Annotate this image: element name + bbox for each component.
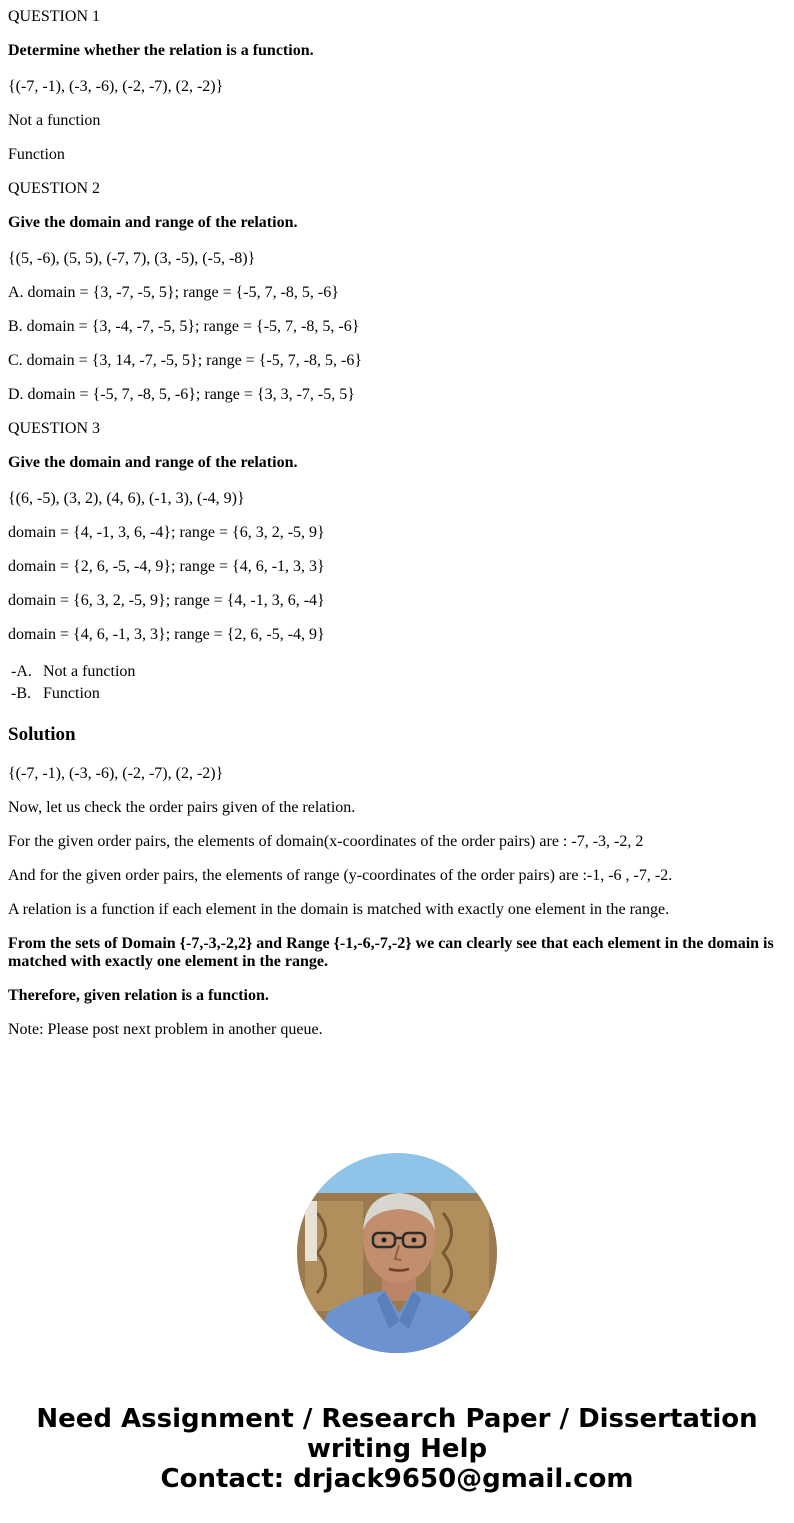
solution-conclusion: Therefore, given relation is a function. xyxy=(8,987,269,1004)
solution-paragraph-5: From the sets of Domain {-7,-3,-2,2} and Range {-1,-6,-7,-2} we can clearly see that each element in the domain is matched with exactly one element in the range. xyxy=(8,935,774,970)
question-2-heading: QUESTION 2 xyxy=(8,180,100,197)
question-2-option-c: C. domain = {3, 14, -7, -5, 5}; range = {-5, 7, -8, 5, -6} xyxy=(8,352,363,369)
question-2-prompt: Give the domain and range of the relation. xyxy=(8,214,298,231)
author-portrait-image xyxy=(297,1153,497,1353)
question-3-option-1: domain = {4, -1, 3, 6, -4}; range = {6, 3, 2, -5, 9} xyxy=(8,524,325,541)
footer-contact-banner xyxy=(0,1404,794,1494)
question-1-option-1: Not a function xyxy=(8,112,101,129)
solution-heading: Solution xyxy=(8,724,76,745)
answer-choice-b-text: Function xyxy=(43,685,100,702)
answer-choice-a-prefix: -A. xyxy=(11,663,32,680)
solution-relation: {(-7, -1), (-3, -6), (-2, -7), (2, -2)} xyxy=(8,765,224,782)
question-2-relation: {(5, -6), (5, 5), (-7, 7), (3, -5), (-5, -8)} xyxy=(8,250,256,267)
question-2-option-d: D. domain = {-5, 7, -8, 5, -6}; range = {3, 3, -7, -5, 5} xyxy=(8,386,355,403)
question-2-option-a: A. domain = {3, -7, -5, 5}; range = {-5, 7, -8, 5, -6} xyxy=(8,284,339,301)
solution-note: Note: Please post next problem in another queue. xyxy=(8,1021,323,1038)
question-3-option-3: domain = {6, 3, 2, -5, 9}; range = {4, -1, 3, 6, -4} xyxy=(8,592,325,609)
answer-choice-a xyxy=(8,663,135,681)
question-3-heading: QUESTION 3 xyxy=(8,420,100,437)
author-avatar xyxy=(297,1153,497,1353)
question-1-relation: {(-7, -1), (-3, -6), (-2, -7), (2, -2)} xyxy=(8,78,224,95)
footer-line-2: writing Help xyxy=(306,1434,488,1464)
solution-paragraph-3: And for the given order pairs, the elements of range (y-coordinates of the order pairs) are :-1, -6 , -7, -2. xyxy=(8,867,673,884)
solution-paragraph-4: A relation is a function if each element in the domain is matched with exactly one element in the range. xyxy=(8,901,670,918)
answer-choice-b xyxy=(8,685,100,703)
solution-paragraph-2: For the given order pairs, the elements of domain(x-coordinates of the order pairs) are : -7, -3, -2, 2 xyxy=(8,833,644,850)
footer-contact-email: Contact: drjack9650@gmail.com xyxy=(160,1464,634,1494)
answer-choice-b-prefix: -B. xyxy=(11,685,31,702)
answer-choice-a-text: Not a function xyxy=(43,663,136,680)
question-3-prompt: Give the domain and range of the relation. xyxy=(8,454,298,471)
question-1-option-2: Function xyxy=(8,146,65,163)
question-3-option-4: domain = {4, 6, -1, 3, 3}; range = {2, 6, -5, -4, 9} xyxy=(8,626,325,643)
question-2-option-b: B. domain = {3, -4, -7, -5, 5}; range = {-5, 7, -8, 5, -6} xyxy=(8,318,360,335)
question-3-option-2: domain = {2, 6, -5, -4, 9}; range = {4, 6, -1, 3, 3} xyxy=(8,558,325,575)
footer-line-1: Need Assignment / Research Paper / Dissertation xyxy=(36,1404,758,1434)
solution-paragraph-1: Now, let us check the order pairs given of the relation. xyxy=(8,799,356,816)
question-1-heading: QUESTION 1 xyxy=(8,8,100,25)
question-3-relation: {(6, -5), (3, 2), (4, 6), (-1, 3), (-4, 9)} xyxy=(8,490,245,507)
question-1-prompt: Determine whether the relation is a function. xyxy=(8,42,314,59)
